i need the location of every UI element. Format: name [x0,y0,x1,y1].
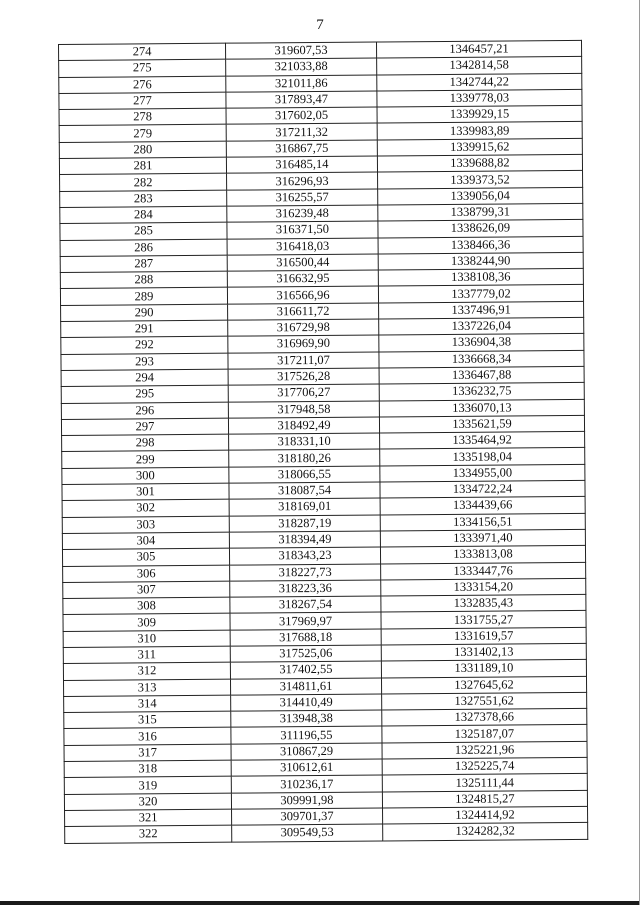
point-number-cell: 317 [64,744,231,762]
y-coordinate-cell: 1327378,66 [382,709,587,727]
y-coordinate-cell: 1331189,10 [381,660,586,678]
y-coordinate-cell: 1335464,92 [380,432,585,450]
x-coordinate-cell: 316867,75 [226,140,377,157]
x-coordinate-cell: 318267,54 [230,596,381,613]
x-coordinate-cell: 317948,58 [228,401,379,418]
y-coordinate-cell: 1337496,91 [379,301,584,319]
y-coordinate-cell: 1339778,03 [377,89,582,107]
x-coordinate-cell: 310867,29 [231,743,382,760]
y-coordinate-cell: 1339929,15 [377,106,582,124]
point-number-cell: 284 [60,206,227,224]
point-number-cell: 302 [62,499,229,517]
x-coordinate-cell: 317525,06 [230,645,381,662]
x-coordinate-cell: 321011,86 [226,75,377,92]
point-number-cell: 308 [63,597,230,615]
point-number-cell: 279 [59,125,226,143]
table-row [65,823,588,843]
y-coordinate-cell: 1336668,34 [379,350,584,368]
y-coordinate-cell: 1339056,04 [378,187,583,205]
y-coordinate-cell: 1334722,24 [380,480,585,498]
y-coordinate-cell: 1327645,62 [381,676,586,694]
x-coordinate-cell: 316296,93 [227,172,378,189]
y-coordinate-cell: 1336467,88 [379,366,584,384]
point-number-cell: 277 [59,92,226,110]
y-coordinate-cell: 1327551,62 [382,692,587,710]
point-number-cell: 280 [59,141,226,159]
point-number-cell: 310 [63,630,230,648]
point-number-cell: 287 [60,255,227,273]
x-coordinate-cell: 316485,14 [226,156,377,173]
x-coordinate-cell: 309701,37 [232,808,383,825]
x-coordinate-cell: 318223,36 [230,580,381,597]
y-coordinate-cell: 1338244,90 [378,252,583,270]
point-number-cell: 307 [63,581,230,599]
y-coordinate-cell: 1339915,62 [377,138,582,156]
x-coordinate-cell: 318394,49 [229,531,380,548]
point-number-cell: 290 [61,304,228,322]
point-number-cell: 296 [61,402,228,420]
point-number-cell: 304 [62,532,229,550]
point-number-cell: 311 [63,646,230,664]
point-number-cell: 312 [63,662,230,680]
y-coordinate-cell: 1337226,04 [379,317,584,335]
x-coordinate-cell: 309549,53 [232,824,383,841]
y-coordinate-cell: 1336070,13 [379,399,584,417]
x-coordinate-cell: 316566,96 [227,286,378,303]
y-coordinate-cell: 1331755,27 [381,611,586,629]
y-coordinate-cell: 1336904,38 [379,334,584,352]
x-coordinate-cell: 311196,55 [231,726,382,743]
y-coordinate-cell: 1338626,09 [378,220,583,238]
y-coordinate-cell: 1333971,40 [380,529,585,547]
y-coordinate-cell: 1342814,58 [377,57,582,75]
y-coordinate-cell: 1324282,32 [383,823,588,841]
point-number-cell: 299 [62,451,229,469]
x-coordinate-cell: 318180,26 [229,449,380,466]
x-coordinate-cell: 318331,10 [229,433,380,450]
point-number-cell: 306 [63,565,230,583]
x-coordinate-cell: 317526,28 [228,368,379,385]
point-number-cell: 309 [63,614,230,632]
y-coordinate-cell: 1342744,22 [377,73,582,91]
x-coordinate-cell: 310612,61 [231,759,382,776]
point-number-cell: 288 [60,271,227,289]
x-coordinate-cell: 317402,55 [230,661,381,678]
scan-bottom-edge [0,901,640,905]
x-coordinate-cell: 317602,05 [226,107,377,124]
point-number-cell: 322 [65,825,232,843]
point-number-cell: 318 [64,760,231,778]
x-coordinate-cell: 321033,88 [226,58,377,75]
y-coordinate-cell: 1331619,57 [381,627,586,645]
point-number-cell: 278 [59,108,226,126]
x-coordinate-cell: 316632,95 [227,270,378,287]
point-number-cell: 315 [64,711,231,729]
x-coordinate-cell: 314811,61 [230,678,381,695]
point-number-cell: 295 [61,385,228,403]
x-coordinate-cell: 316969,90 [228,335,379,352]
x-coordinate-cell: 317706,27 [228,384,379,401]
point-number-cell: 291 [61,320,228,338]
y-coordinate-cell: 1334955,00 [380,464,585,482]
y-coordinate-cell: 1338799,31 [378,203,583,221]
x-coordinate-cell: 314410,49 [231,694,382,711]
x-coordinate-cell: 313948,38 [231,710,382,727]
x-coordinate-cell: 309991,98 [231,792,382,809]
x-coordinate-cell: 317211,32 [226,123,377,140]
x-coordinate-cell: 318169,01 [229,498,380,515]
point-number-cell: 275 [59,59,226,77]
point-number-cell: 292 [61,337,228,355]
point-number-cell: 303 [62,516,229,534]
point-number-cell: 305 [62,548,229,566]
point-number-cell: 300 [62,467,229,485]
y-coordinate-cell: 1336232,75 [379,383,584,401]
y-coordinate-cell: 1332835,43 [381,594,586,612]
x-coordinate-cell: 316729,98 [228,319,379,336]
y-coordinate-cell: 1339688,82 [377,154,582,172]
point-number-cell: 282 [60,174,227,192]
point-number-cell: 285 [60,222,227,240]
y-coordinate-cell: 1333447,76 [381,562,586,580]
y-coordinate-cell: 1339983,89 [377,122,582,140]
x-coordinate-cell: 318066,55 [229,466,380,483]
x-coordinate-cell: 316611,72 [228,303,379,320]
point-number-cell: 294 [61,369,228,387]
point-number-cell: 316 [64,728,231,746]
x-coordinate-cell: 310236,17 [231,775,382,792]
point-number-cell: 289 [60,288,227,306]
y-coordinate-cell: 1325187,07 [382,725,587,743]
x-coordinate-cell: 317211,07 [228,352,379,369]
y-coordinate-cell: 1325221,96 [382,741,587,759]
y-coordinate-cell: 1335621,59 [379,415,584,433]
y-coordinate-cell: 1339373,52 [378,171,583,189]
point-number-cell: 276 [59,76,226,94]
coordinates-table-wrapper [58,40,586,844]
y-coordinate-cell: 1334439,66 [380,497,585,515]
x-coordinate-cell: 317893,47 [226,91,377,108]
point-number-cell: 274 [59,43,226,61]
point-number-cell: 298 [62,434,229,452]
x-coordinate-cell: 316255,57 [227,189,378,206]
y-coordinate-cell: 1333813,08 [380,546,585,564]
x-coordinate-cell: 318343,23 [229,547,380,564]
y-coordinate-cell: 1324414,92 [383,806,588,824]
page-number: 7 [316,17,324,33]
x-coordinate-cell: 317969,97 [230,612,381,629]
x-coordinate-cell: 316239,48 [227,205,378,222]
x-coordinate-cell: 318287,19 [229,515,380,532]
point-number-cell: 314 [64,695,231,713]
point-number-cell: 283 [60,190,227,208]
point-number-cell: 313 [63,679,230,697]
point-number-cell: 301 [62,483,229,501]
x-coordinate-cell: 317688,18 [230,629,381,646]
x-coordinate-cell: 316500,44 [227,254,378,271]
coordinates-table-body [59,40,588,843]
point-number-cell: 321 [65,809,232,827]
x-coordinate-cell: 316418,03 [227,238,378,255]
y-coordinate-cell: 1346457,21 [376,40,581,58]
point-number-cell: 293 [61,353,228,371]
y-coordinate-cell: 1337779,02 [378,285,583,303]
y-coordinate-cell: 1331402,13 [381,643,586,661]
y-coordinate-cell: 1324815,27 [382,790,587,808]
y-coordinate-cell: 1333154,20 [381,578,586,596]
y-coordinate-cell: 1334156,51 [380,513,585,531]
point-number-cell: 320 [64,793,231,811]
y-coordinate-cell: 1335198,04 [380,448,585,466]
y-coordinate-cell: 1325225,74 [382,757,587,775]
point-number-cell: 297 [61,418,228,436]
point-number-cell: 319 [64,777,231,795]
x-coordinate-cell: 318492,49 [228,417,379,434]
y-coordinate-cell: 1325111,44 [382,774,587,792]
point-number-cell: 286 [60,239,227,257]
x-coordinate-cell: 316371,50 [227,221,378,238]
coordinates-table [58,40,588,844]
x-coordinate-cell: 318087,54 [229,482,380,499]
y-coordinate-cell: 1338108,36 [378,269,583,287]
y-coordinate-cell: 1338466,36 [378,236,583,254]
x-coordinate-cell: 318227,73 [230,563,381,580]
point-number-cell: 281 [59,157,226,175]
x-coordinate-cell: 319607,53 [225,42,376,59]
